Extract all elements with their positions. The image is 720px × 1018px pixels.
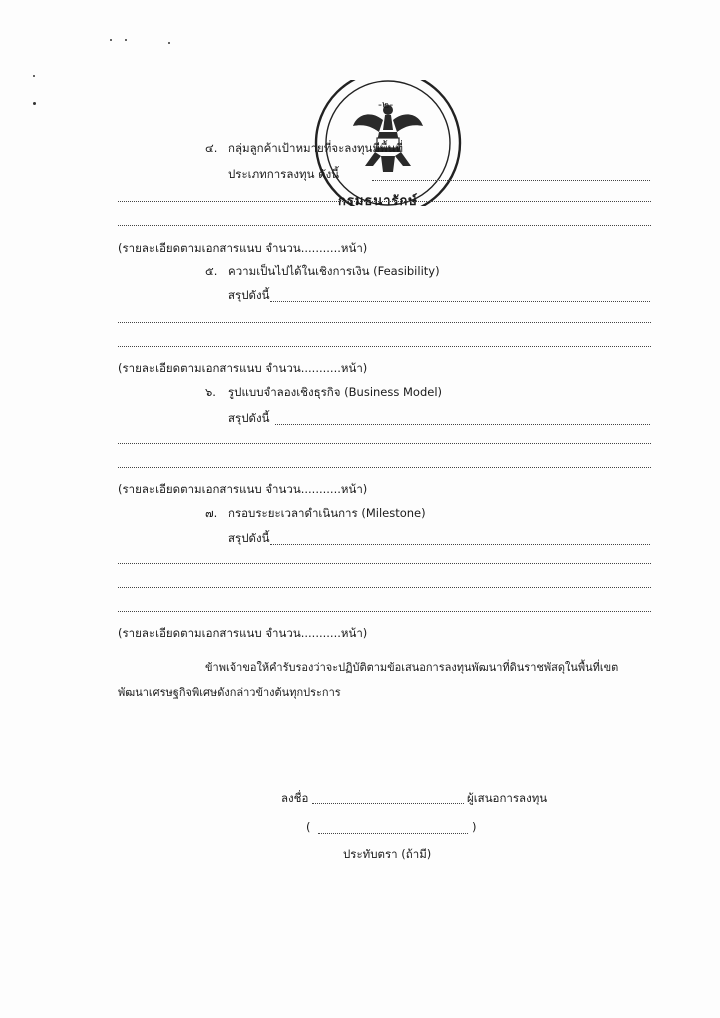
scan-speck <box>125 39 127 41</box>
declaration-line-1: ข้าพเจ้าขอให้คำรับรองว่าจะปฏิบัติตามข้อเสนอการลงทุนพัฒนาที่ดินราชพัสดุในพื้นที่เขต <box>205 661 619 674</box>
section-5-attachment-note: (รายละเอียดตามเอกสารแนบ จำนวน...........หน้า) <box>118 361 368 375</box>
name-open-paren: ( <box>306 820 311 834</box>
section-6-line[interactable] <box>118 443 651 444</box>
section-4-title: กลุ่มลูกค้าเป้าหมายที่จะลงทุนมีพื้นที่ <box>228 141 403 155</box>
printed-name-field[interactable] <box>318 833 468 834</box>
declaration-line-2: พัฒนาเศรษฐกิจพิเศษดังกล่าวข้างต้นทุกประการ <box>118 686 341 699</box>
proposer-role-label: ผู้เสนอการลงทุน <box>467 791 548 805</box>
section-5-number: ๕. <box>205 264 218 278</box>
sign-label: ลงชื่อ <box>281 791 309 805</box>
section-7-summary-field[interactable] <box>270 544 650 545</box>
section-7-title: กรอบระยะเวลาดำเนินการ (Milestone) <box>228 506 426 520</box>
section-5-summary-field[interactable] <box>270 301 650 302</box>
scan-speck <box>33 75 35 77</box>
section-6-attachment-note: (รายละเอียดตามเอกสารแนบ จำนวน...........หน้า) <box>118 482 368 496</box>
page-number: -๒- <box>378 98 394 111</box>
section-6-summary-label: สรุปดังนี้ <box>228 411 270 425</box>
section-4-summary-label: ประเภทการลงทุน ดังนี้ <box>228 167 340 181</box>
scan-speck <box>168 42 170 44</box>
section-5-line[interactable] <box>118 346 651 347</box>
section-5-line[interactable] <box>118 322 651 323</box>
section-7-number: ๗. <box>205 506 218 520</box>
section-5-title: ความเป็นไปได้ในเชิงการเงิน (Feasibility) <box>228 264 440 278</box>
section-7-line[interactable] <box>118 587 651 588</box>
section-5-summary-label: สรุปดังนี้ <box>228 288 270 302</box>
section-6-line[interactable] <box>118 467 651 468</box>
section-6-number: ๖. <box>205 385 216 399</box>
section-6-summary-field[interactable] <box>275 424 650 425</box>
stamp-label: ประทับตรา (ถ้ามี) <box>343 847 432 861</box>
section-4-attachment-note: (รายละเอียดตามเอกสารแนบ จำนวน...........หน้า) <box>118 241 368 255</box>
section-7-line[interactable] <box>118 611 651 612</box>
section-4-line[interactable] <box>118 225 651 226</box>
section-4-number: ๔. <box>205 141 218 155</box>
scan-speck <box>33 102 36 105</box>
section-7-line[interactable] <box>118 563 651 564</box>
garuda-emblem-icon <box>353 105 423 172</box>
section-4-line[interactable] <box>118 201 651 202</box>
section-7-attachment-note: (รายละเอียดตามเอกสารแนบ จำนวน...........หน้า) <box>118 626 368 640</box>
signature-field[interactable] <box>312 803 464 804</box>
scan-speck <box>110 39 112 41</box>
seal-text: กรมธนารักษ์ <box>338 194 418 209</box>
section-4-summary-field[interactable] <box>372 180 650 181</box>
section-7-summary-label: สรุปดังนี้ <box>228 531 270 545</box>
name-close-paren: ) <box>472 820 477 834</box>
section-6-title: รูปแบบจำลองเชิงธุรกิจ (Business Model) <box>228 385 443 399</box>
